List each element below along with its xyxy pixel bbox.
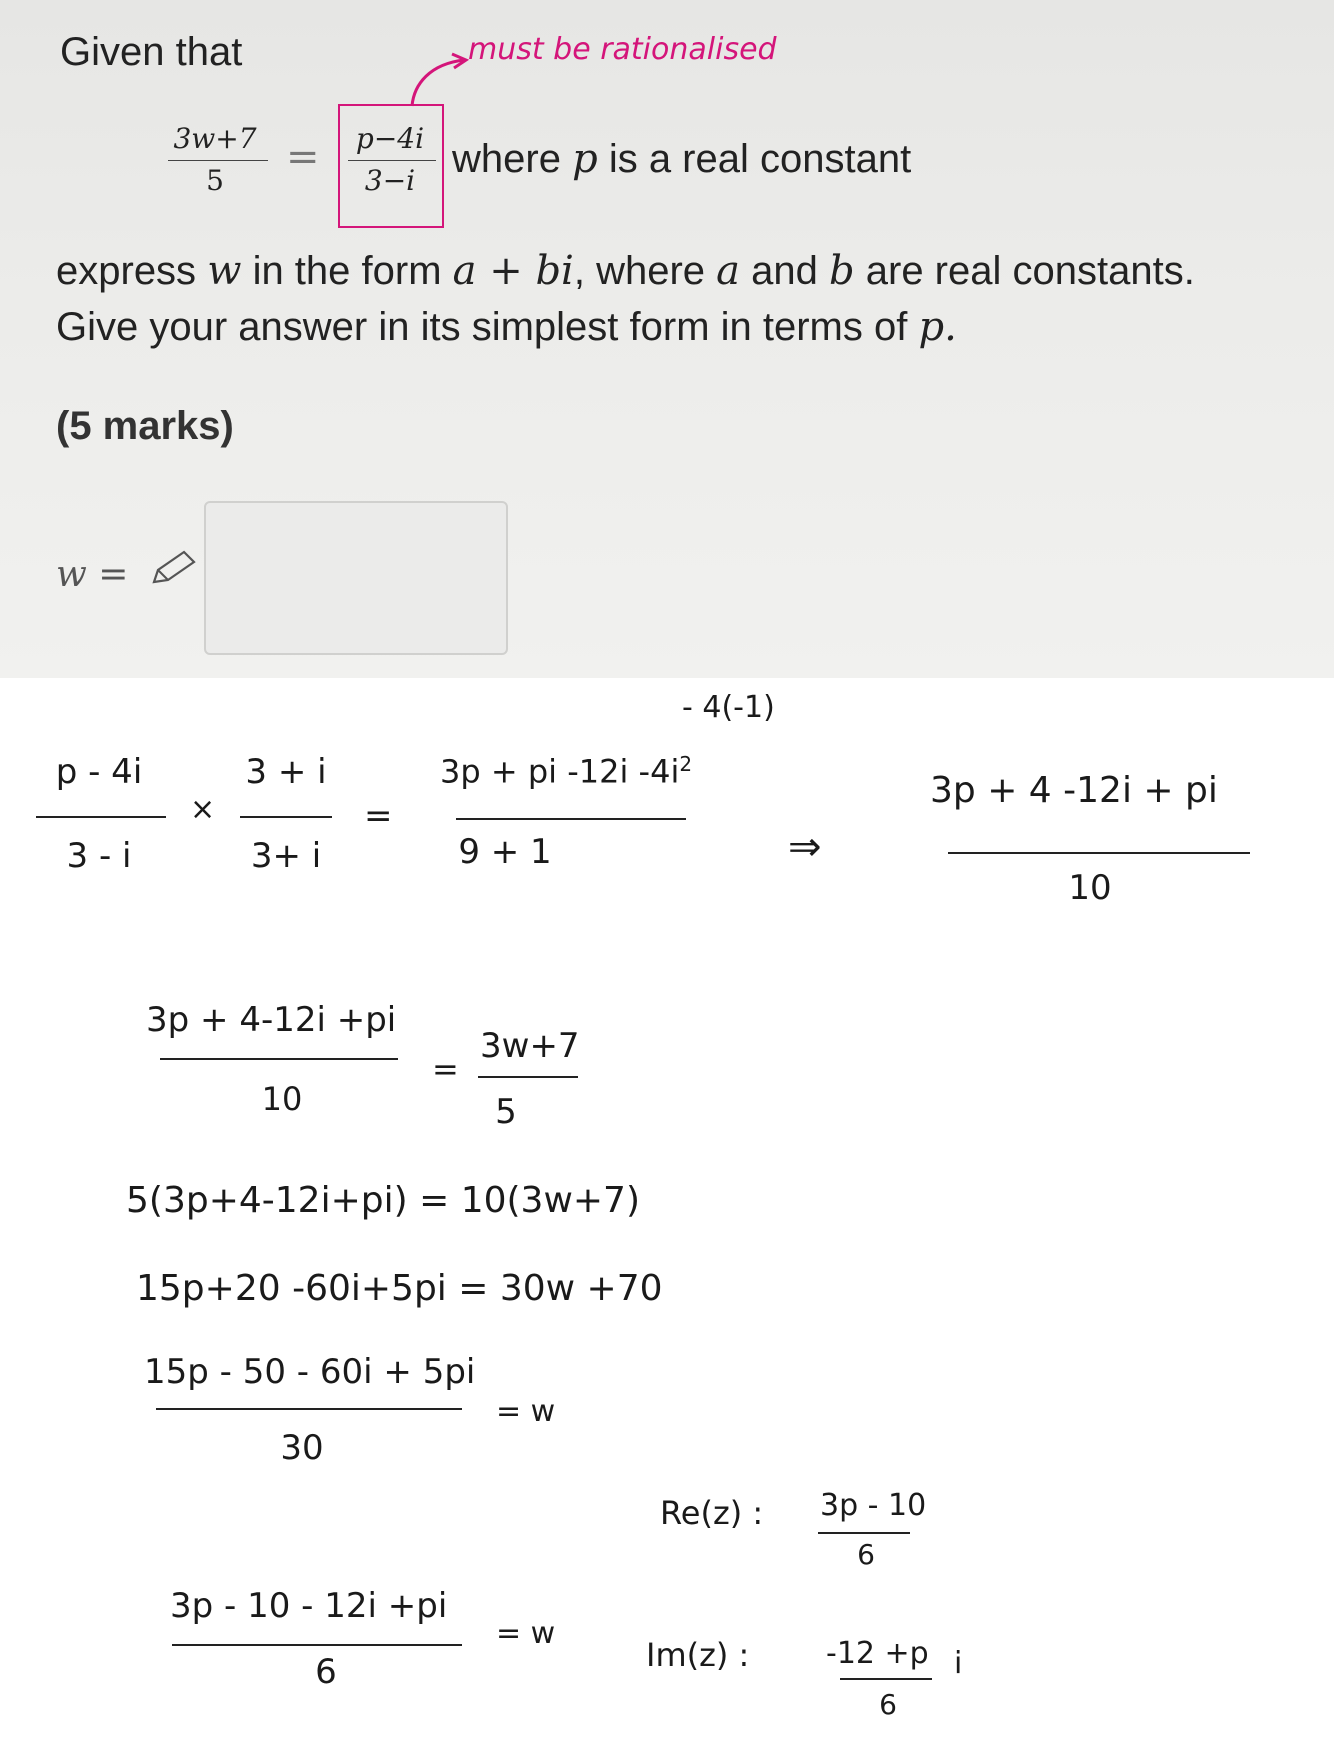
work-times: × <box>190 792 216 827</box>
work-f2-numerator: 3 + i <box>245 752 327 792</box>
work-f3-denominator: 9 + 1 <box>458 832 552 872</box>
work-eq1: = <box>364 796 393 836</box>
work-f1-bar <box>36 816 166 818</box>
work-l5-rhs: = w <box>496 1394 556 1429</box>
answer-label: w = <box>56 554 129 595</box>
work-l2-denominator: 10 <box>261 1080 303 1118</box>
give-text: Give your answer in its simplest form in terms of <box>56 305 908 349</box>
re-bar <box>818 1532 910 1534</box>
work-l5-denominator: 30 <box>280 1428 324 1468</box>
where-word: where <box>452 137 561 181</box>
work-f3-numerator <box>440 752 692 791</box>
where-clause <box>452 136 911 182</box>
work-f2-denominator: 3+ i <box>250 836 322 876</box>
im-numerator: -12 +p <box>826 1636 929 1671</box>
variable-b: b <box>829 248 855 294</box>
lhs-numerator: 3w+7 <box>173 122 257 155</box>
work-l6-rhs: = w <box>496 1616 556 1651</box>
re-denominator: 6 <box>857 1538 875 1571</box>
work-f4-numerator: 3p + 4 -12i + pi <box>930 770 1218 811</box>
pencil-icon[interactable] <box>148 548 200 588</box>
rhs-denominator: 3−i <box>364 164 416 197</box>
express-where: , where <box>573 249 706 293</box>
work-l6-bar <box>172 1644 462 1646</box>
variable-a: a <box>716 248 741 294</box>
express-form: in the form <box>252 249 442 293</box>
work-f1-numerator: p - 4i <box>55 752 143 792</box>
work-above-note: - 4(-1) <box>682 690 775 725</box>
work-line4: 15p+20 -60i+5pi = 30w +70 <box>136 1268 663 1309</box>
work-l2-numerator: 3p + 4-12i +pi <box>146 1000 397 1040</box>
im-denominator: 6 <box>879 1688 897 1721</box>
work-f3-bar <box>456 818 686 820</box>
implies-arrow-icon: ⇒ <box>788 824 822 870</box>
work-l2-rhs-bar <box>478 1076 578 1078</box>
equals-sign: = <box>286 134 320 180</box>
im-label: Im(z) : <box>646 1636 750 1674</box>
work-l2-rhs-denominator: 5 <box>495 1092 517 1132</box>
give-sentence <box>56 304 957 350</box>
lhs-fraction-bar <box>168 160 268 161</box>
work-f3-superscript: 2 <box>679 752 693 776</box>
where-rest: is a real constant <box>608 137 912 181</box>
work-f1-denominator: 3 - i <box>66 836 132 876</box>
work-f4-bar <box>948 852 1250 854</box>
annotation-arrow-icon <box>400 44 480 110</box>
work-l5-bar <box>156 1408 462 1410</box>
im-i: i <box>954 1646 963 1681</box>
work-l2-bar <box>160 1058 398 1060</box>
work-l6-denominator: 6 <box>315 1652 337 1692</box>
work-l5-numerator: 15p - 50 - 60i + 5pi <box>144 1352 476 1392</box>
express-word: express <box>56 249 197 293</box>
rhs-numerator: p−4i <box>355 122 425 155</box>
marks-label: (5 marks) <box>56 404 234 448</box>
rhs-fraction-bar <box>348 160 436 161</box>
intro-text: Given that <box>60 30 243 74</box>
variable-w: w <box>207 248 242 294</box>
answer-input[interactable] <box>204 501 508 655</box>
and-word: and <box>751 249 818 293</box>
express-sentence <box>56 248 1195 294</box>
re-numerator: 3p - 10 <box>820 1488 927 1523</box>
work-f2-bar <box>240 816 332 818</box>
variable-p: p <box>572 136 598 182</box>
a-plus-bi: a + bi <box>452 248 574 294</box>
work-line3: 5(3p+4-12i+pi) = 10(3w+7) <box>126 1180 641 1221</box>
work-l2-rhs-numerator: 3w+7 <box>480 1026 580 1066</box>
work-l6-numerator: 3p - 10 - 12i +pi <box>170 1586 448 1626</box>
annotation-note: must be rationalised <box>468 32 777 67</box>
work-f3-numerator-text: 3p + pi -12i -4i <box>440 752 680 791</box>
work-eq2: = <box>432 1050 459 1088</box>
give-p: p. <box>918 304 957 350</box>
re-label: Re(z) : <box>660 1494 764 1532</box>
im-bar <box>840 1678 932 1680</box>
lhs-denominator: 5 <box>206 164 224 197</box>
express-end: are real constants. <box>865 249 1195 293</box>
work-f4-denominator: 10 <box>1068 868 1112 908</box>
